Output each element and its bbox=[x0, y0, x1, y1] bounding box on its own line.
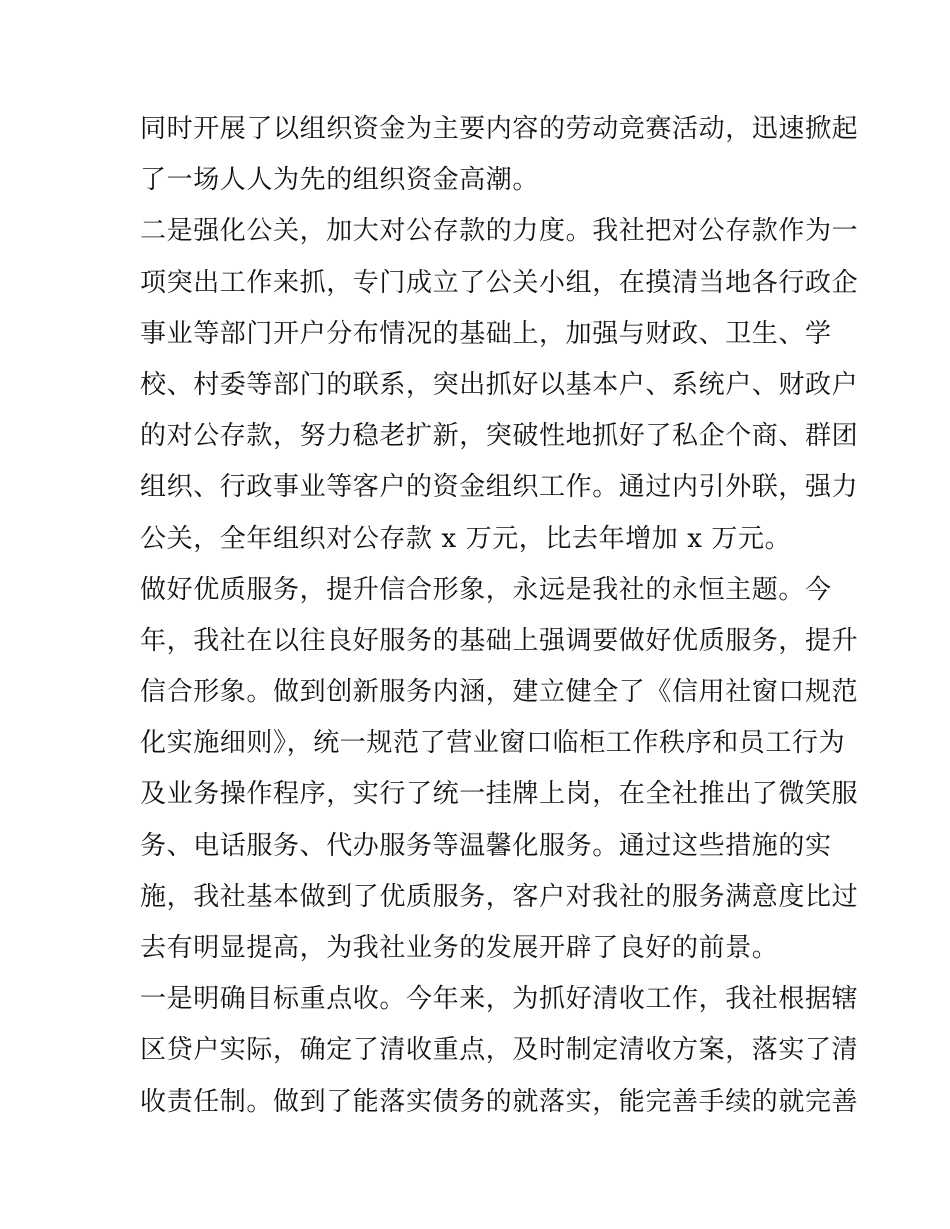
text-line: 务、电话服务、代办服务等温馨化服务。通过这些措施的实 bbox=[140, 830, 832, 861]
text-line: 事业等部门开户分布情况的基础上，加强与财政、卫生、学 bbox=[140, 318, 832, 349]
text-line: 做好优质服务，提升信合形象，永远是我社的永恒主题。今 bbox=[140, 574, 832, 605]
text-line: 公关，全年组织对公存款 x 万元，比去年增加 x 万元。 bbox=[140, 523, 792, 554]
text-line: 的对公存款，努力稳老扩新，突破性地抓好了私企个商、群团 bbox=[140, 421, 859, 452]
text-line: 化实施细则》，统一规范了营业窗口临柜工作秩序和员工行为 bbox=[140, 728, 846, 759]
text-line: 校、村委等部门的联系，突出抓好以基本户、系统户、财政户 bbox=[140, 369, 859, 400]
document-body bbox=[140, 104, 859, 1128]
text-line: 施，我社基本做到了优质服务，客户对我社的服务满意度比过 bbox=[140, 881, 859, 912]
text-line: 组织、行政事业等客户的资金组织工作。通过内引外联，强力 bbox=[140, 472, 859, 503]
text-line: 信合形象。做到创新服务内涵，建立健全了《信用社窗口规范 bbox=[140, 677, 859, 708]
text-line: 收责任制。做到了能落实债务的就落实，能完善手续的就完善 bbox=[140, 1086, 859, 1117]
text-line: 二是强化公关，加大对公存款的力度。我社把对公存款作为一 bbox=[140, 216, 859, 247]
text-line: 年，我社在以往良好服务的基础上强调要做好优质服务，提升 bbox=[140, 625, 859, 656]
text-line: 项突出工作来抓，专门成立了公关小组，在摸清当地各行政企 bbox=[140, 267, 859, 298]
text-line: 及业务操作程序，实行了统一挂牌上岗，在全社推出了微笑服 bbox=[140, 779, 859, 810]
text-line: 一是明确目标重点收。今年来，为抓好清收工作，我社根据辖 bbox=[140, 984, 859, 1015]
text-line: 区贷户实际，确定了清收重点，及时制定清收方案，落实了清 bbox=[140, 1035, 859, 1066]
text-line: 同时开展了以组织资金为主要内容的劳动竞赛活动，迅速掀起 bbox=[140, 114, 859, 144]
text-line: 去有明显提高，为我社业务的发展开辟了良好的前景。 bbox=[140, 933, 779, 963]
text-line: 了一场人人为先的组织资金高潮。 bbox=[140, 165, 540, 196]
